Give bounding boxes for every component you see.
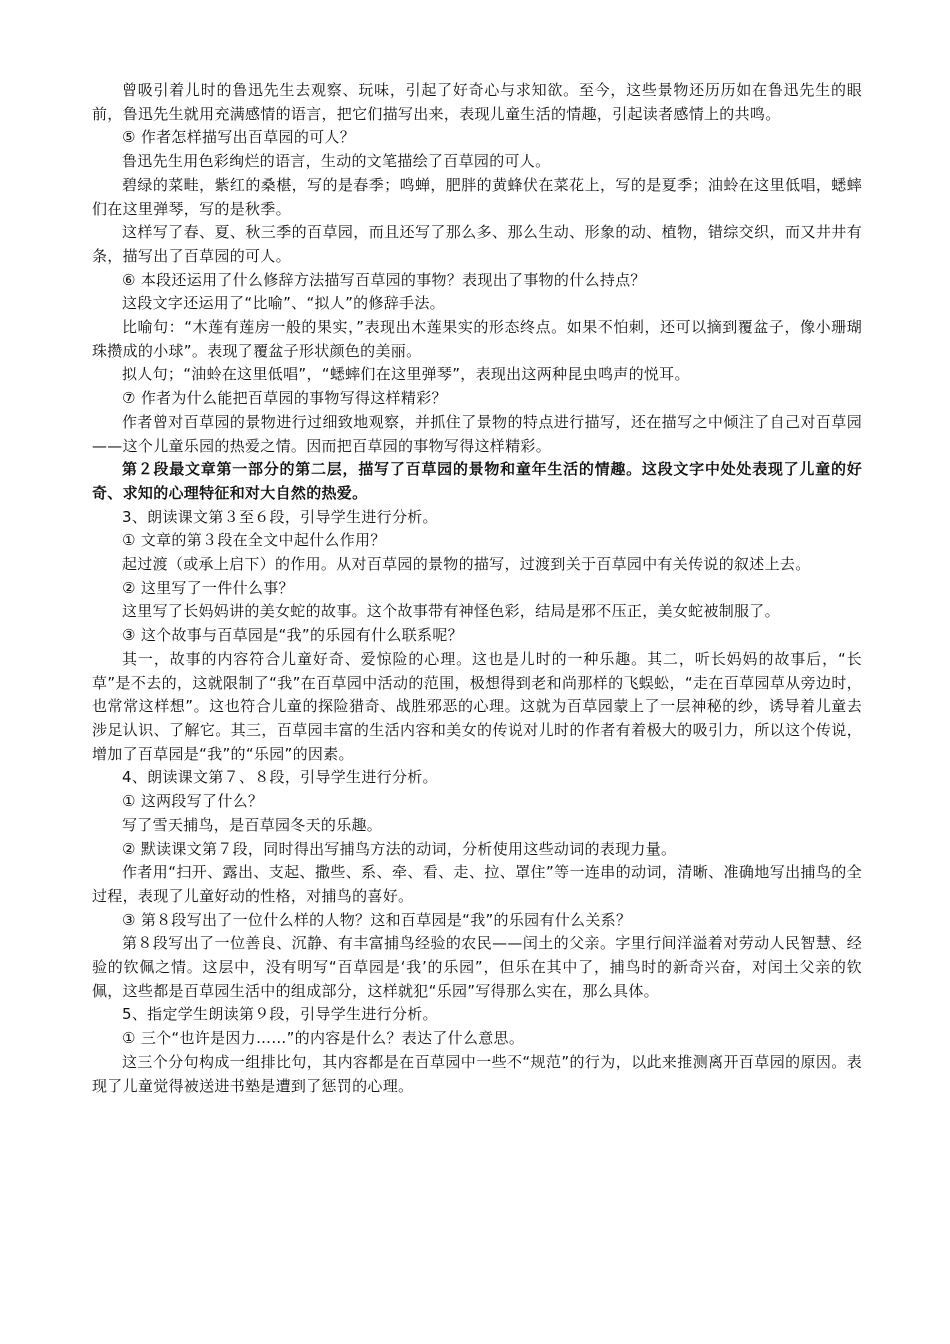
body-paragraph: ⑦ 作者为什么能把百草园的事物写得这样精彩？: [122, 389, 447, 408]
body-paragraph: 碧绿的菜畦，紫红的桑椹，写的是春季；鸣蝉，肥胖的黄蜂伏在菜花上，写的是夏季；油蛉在这里低唱，蟋蟀们在这里弹琴，写的是秋季。: [92, 175, 862, 218]
body-paragraph: ③ 这个故事与百草园是“我”的乐园有什么联系呢？: [122, 626, 463, 645]
body-paragraph: 写了雪天捕鸟，是百草园冬天的乐趣。: [122, 815, 383, 834]
body-paragraph: 第８段写出了一位善良、沉静、有丰富捕鸟经验的农民——闰土的父亲。字里行间洋溢着对劳动人民智慧、经验的钦佩之情。这层中，没有明写“百草园是‘我’的乐园”，但乐在其中了，捕鸟时的新奇兴奋，对闰土父亲的钦佩，这些都是百草园生活中的组成部分，这样就犯“乐园”写得那么实在，那么具体。: [92, 934, 862, 1000]
body-paragraph: 作者曾对百草园的景物进行过细致地观察，并抓住了景物的特点进行描写，还在描写之中倾注了自己对百草园——这个儿童乐园的热爱之情。因而把百草园的事物写得这样精彩。: [92, 412, 862, 455]
body-paragraph: ③ 第８段写出了一位什么样的人物？这和百草园是“我”的乐园有什么关系？: [122, 910, 632, 929]
body-paragraph: ② 默读课文第７段，同时得出写捕鸟方法的动词，分析使用这些动词的表现力量。: [122, 839, 677, 858]
body-paragraph: 3、朗读课文第３至６段，引导学生进行分析。: [122, 507, 438, 526]
body-paragraph: ⑤ 作者怎样描写出百草园的可人？: [122, 128, 356, 147]
body-paragraph: 这样写了春、夏、秋三季的百草园，而且还写了那么多、那么生动、形象的动、植物，错综交织，而又井井有条，描写出了百草园的可人。: [92, 223, 862, 265]
body-paragraph: ① 这两段写了什么？: [122, 792, 264, 811]
body-paragraph: ① 文章的第３段在全文中起什么作用？: [122, 531, 386, 550]
body-paragraph: 其一，故事的内容符合儿童好奇、爱惊险的心理。这也是儿时的一种乐趣。其二，听长妈妈的故事后，“长草”是不去的，这就限制了“我”在百草园中活动的范围，极想得到老和尚那样的飞蜈蚣，“走在百草园草从旁边时，也常常这样想”。这也符合儿童的探险猎奇、战胜邪恶的心理。这就为百草园蒙上了一层神秘的纱，诱导着儿童去涉足认识、了解它。其三，百草园丰富的生活内容和美女的传说对儿时的作者有着极大的吸引力，所以这个传说，增加了百草园是“我”的“乐园”的因素。: [92, 649, 862, 763]
body-paragraph: 4、朗读课文第７、８段，引导学生进行分析。: [122, 768, 438, 787]
document-page: [92, 79, 862, 1098]
summary-paragraph: 第２段最文章第一部分的第二层，描写了百草园的景物和童年生活的情趣。这段文字中处处表现了儿童的好奇、求知的心理特征和对大自然的热爱。: [92, 460, 862, 502]
body-paragraph: 起过渡（或承上启下）的作用。从对百草园的景物的描写，过渡到关于百草园中有关传说的叙述上去。: [122, 555, 811, 574]
body-paragraph: 这三个分句构成一组排比句，其内容都是在百草园中一些不“规范”的行为，以此来推测离开百草园的原因。表现了儿童觉得被送进书塾是遭到了惩罚的心理。: [92, 1052, 862, 1095]
body-paragraph: 这里写了长妈妈讲的美女蛇的故事。这个故事带有神怪色彩，结局是邪不压正，美女蛇被制服了。: [122, 602, 780, 621]
body-paragraph: 作者用“扫开、露出、支起、撒些、系、牵、看、走、拉、罩住”等一连串的动词，清晰、准确地写出捕鸟的全过程，表现了儿童好动的性格，对捕鸟的喜好。: [92, 863, 862, 905]
body-paragraph: ② 这里写了一件什么事？: [122, 578, 294, 597]
body-paragraph: 比喻句：“木莲有莲房一般的果实，”表现出木莲果实的形态终点。如果不怕刺，还可以摘到覆盆子，像小珊瑚珠攒成的小球”。表现了覆盆子形状颜色的美丽。: [92, 318, 862, 360]
body-paragraph: 拟人句；“油蛉在这里低唱”，“蟋蟀们在这里弹琴”，表现出这两种昆虫鸣声的悦耳。: [122, 365, 690, 384]
body-paragraph: ① 三个“也许是因力……”的内容是什么？表达了什么意思。: [122, 1029, 525, 1048]
body-paragraph: ⑥ 本段还运用了什么修辞方法描写百草园的事物？表现出了事物的什么持点？: [122, 270, 646, 289]
body-paragraph: 鲁迅先生用色彩绚烂的语言，生动的文笔描绘了百草园的可人。: [122, 152, 551, 171]
body-paragraph: 这段文字还运用了“比喻”、“拟人”的修辞手法。: [122, 294, 445, 313]
body-paragraph: 曾吸引着儿时的鲁迅先生去观察、玩味，引起了好奇心与求知欲。至今，这些景物还历历如在鲁迅先生的眼前，鲁迅先生就用充满感情的语言，把它们描写出来，表现儿童生活的情趣，引起读者感情上的共鸣。: [92, 81, 862, 123]
body-paragraph: 5、指定学生朗读第９段，引导学生进行分析。: [122, 1005, 438, 1024]
